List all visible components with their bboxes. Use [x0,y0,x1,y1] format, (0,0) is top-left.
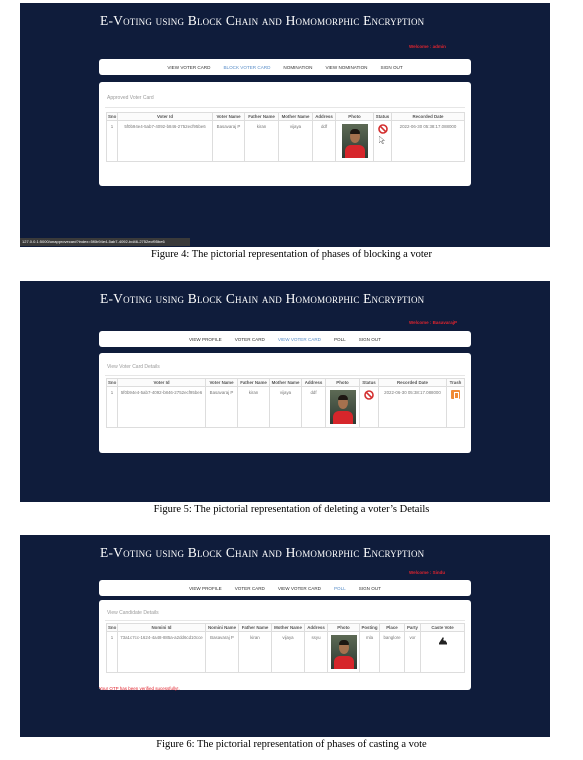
cell-trash [447,387,465,428]
nav-view-voter-card[interactable]: VIEW VOTER CARD [167,64,211,70]
table-row [107,121,465,162]
nav-poll[interactable]: POLL [333,336,346,342]
col-father-name: Father Name [245,113,279,121]
divider [105,620,465,621]
cell-mother-name: vijaya [270,387,302,428]
figure-6-screenshot [20,535,550,737]
nav-sign-out[interactable]: SIGN OUT [358,336,381,342]
figure-5-screenshot [20,281,550,502]
cell-father-name: kiran [239,632,272,673]
voter-card-table [106,378,465,428]
app-title: E-Voting using Block Chain and Homomorphic Encryption [100,13,425,28]
cursor-icon [379,136,385,144]
card-title: Approved Voter Card [107,95,154,101]
cell-recorded-date: 2022-06-30 05:38:17.088000 [392,121,465,162]
cell-mother-name: vijaya [279,121,313,162]
col-sno: Sno [108,380,117,385]
nav-sign-out[interactable]: SIGN OUT [380,64,403,70]
cell-recorded-date: 2022-06-30 05:38:17.088000 [379,387,447,428]
cell-sno: 1 [107,632,118,673]
voter-card-table [106,112,465,162]
col-mother-name: Mother Name [272,624,305,632]
cell-sno: 1 [107,387,118,428]
cell-sno: 1 [107,121,118,162]
voter-photo [342,124,368,158]
cell-voter-name: Basavaraj P [206,387,238,428]
col-photo: Photo [326,379,360,387]
navbar [99,331,471,347]
nav-view-profile[interactable]: VIEW PROFILE [189,336,222,342]
col-nomini-id: Nomini Id [118,624,206,632]
col-place: Place [380,624,405,632]
col-photo: Photo [328,624,360,632]
nav-block-voter-card[interactable]: BLOCK VOTER CARD [223,64,271,70]
col-caste-vote: Caste Vote [421,624,465,632]
col-sno: Sno [108,625,117,630]
voter-photo [330,390,356,424]
cell-photo [328,632,360,673]
nav-view-profile[interactable]: VIEW PROFILE [189,585,222,591]
cell-vote [421,632,465,673]
navbar [99,580,471,596]
block-icon[interactable] [378,124,388,134]
cell-voter-id: 5f0b94e4-5ab7-4092-b846-2752ecf95be6 [118,121,213,162]
cell-address: ssyu [305,632,328,673]
col-mother-name: Mother Name [270,379,302,387]
cell-voter-id: 5f0b94e4-5ab7-4092-b846-2752ecf95be6 [118,387,206,428]
app-title: E-Voting using Block Chain and Homomorphic Encryption [100,291,425,306]
cell-voter-name: Basavaraj P [213,121,245,162]
candidate-photo [331,635,357,669]
table-row [107,632,465,673]
vote-icon[interactable] [438,635,448,645]
otp-success-message: Your OTP has been verified sucessfully!. [99,686,180,691]
browser-status-url: 127.0.0.1:5000/unapprovecard?index=5f0b94e4-5ab7-4092-bd46-2752ecf95be6 [20,238,190,246]
cell-mother-name: vijaya [272,632,305,673]
nav-sign-out[interactable]: SIGN OUT [358,585,381,591]
table-row [107,387,465,428]
table-header-row [107,113,465,121]
nav-poll[interactable]: POLL [333,585,346,591]
divider [105,107,465,108]
cell-party: vor [405,632,421,673]
nav-view-voter-card[interactable]: VIEW VOTER CARD [277,585,321,591]
cell-nomini-id: 73a1c7cc-1624-4a48-885a-a2dd6cd10cce [118,632,206,673]
col-address: Address [302,379,326,387]
welcome-text: Welcome : admin [409,44,446,49]
col-voter-name: Voter Name [206,379,238,387]
voter-card-details-panel [99,353,471,453]
figure-4-screenshot [20,3,550,247]
col-voter-id: Voter Id [118,379,206,387]
cell-status [374,121,392,162]
trash-icon[interactable] [451,390,460,399]
cell-nomini-name: Basavaraj P [206,632,239,673]
cell-father-name: kiran [238,387,270,428]
cell-address: ddf [302,387,326,428]
card-title: View Candidate Details [107,610,159,616]
approved-voter-card-panel [99,82,471,186]
cell-photo [326,387,360,428]
col-address: Address [305,624,328,632]
col-party: Party [405,624,421,632]
col-recorded-date: Recorded Date [379,379,447,387]
navbar [99,59,471,75]
card-title: View Voter Card Details [107,364,160,370]
cell-father-name: kiran [245,121,279,162]
table-header-row [107,379,465,387]
col-address: Address [313,113,336,121]
candidate-details-panel [99,600,471,690]
col-trash: Trash [447,379,465,387]
table-header-row [107,624,465,632]
col-posting: Posting [361,625,378,630]
col-voter-name: Voter Name [213,113,245,121]
divider [105,375,465,376]
cell-photo [336,121,374,162]
nav-view-nomination[interactable]: VIEW NOMINATION [325,64,368,70]
col-mother-name: Mother Name [279,113,313,121]
cell-status [360,387,379,428]
col-status: Status [360,379,379,387]
figure-5-caption: Figure 5: The pictorial representation of deleting a voter’s Details [153,504,430,515]
col-father-name: Father Name [239,624,272,632]
col-sno: Sno [108,114,117,119]
col-father-name: Father Name [238,379,270,387]
nav-view-voter-card[interactable]: VIEW VOTER CARD [277,336,321,342]
candidate-table [106,623,465,673]
cell-address: ddf [313,121,336,162]
col-voter-id: Voter Id [118,113,213,121]
nav-nomination[interactable]: NOMINATION [283,64,313,70]
nav-voter-card[interactable]: VOTER CARD [234,585,265,591]
figure-4-caption: Figure 4: The pictorial representation of phases of blocking a voter [151,249,432,260]
col-recorded-date: Recorded Date [392,113,465,121]
col-photo: Photo [336,113,374,121]
nav-voter-card[interactable]: VOTER CARD [234,336,265,342]
figure-6-caption: Figure 6: The pictorial representation of phases of casting a vote [156,739,427,750]
app-title: E-Voting using Block Chain and Homomorphic Encryption [100,545,425,560]
col-status: Status [374,113,392,121]
cell-place: banglore [380,632,405,673]
cell-posting: mla [360,632,380,673]
block-icon[interactable] [364,390,374,400]
col-nomini-name: Nomini Name [206,624,239,632]
welcome-text: Welcome : BasavarajP [409,320,457,325]
welcome-text: Welcome : Sindu [409,570,446,575]
